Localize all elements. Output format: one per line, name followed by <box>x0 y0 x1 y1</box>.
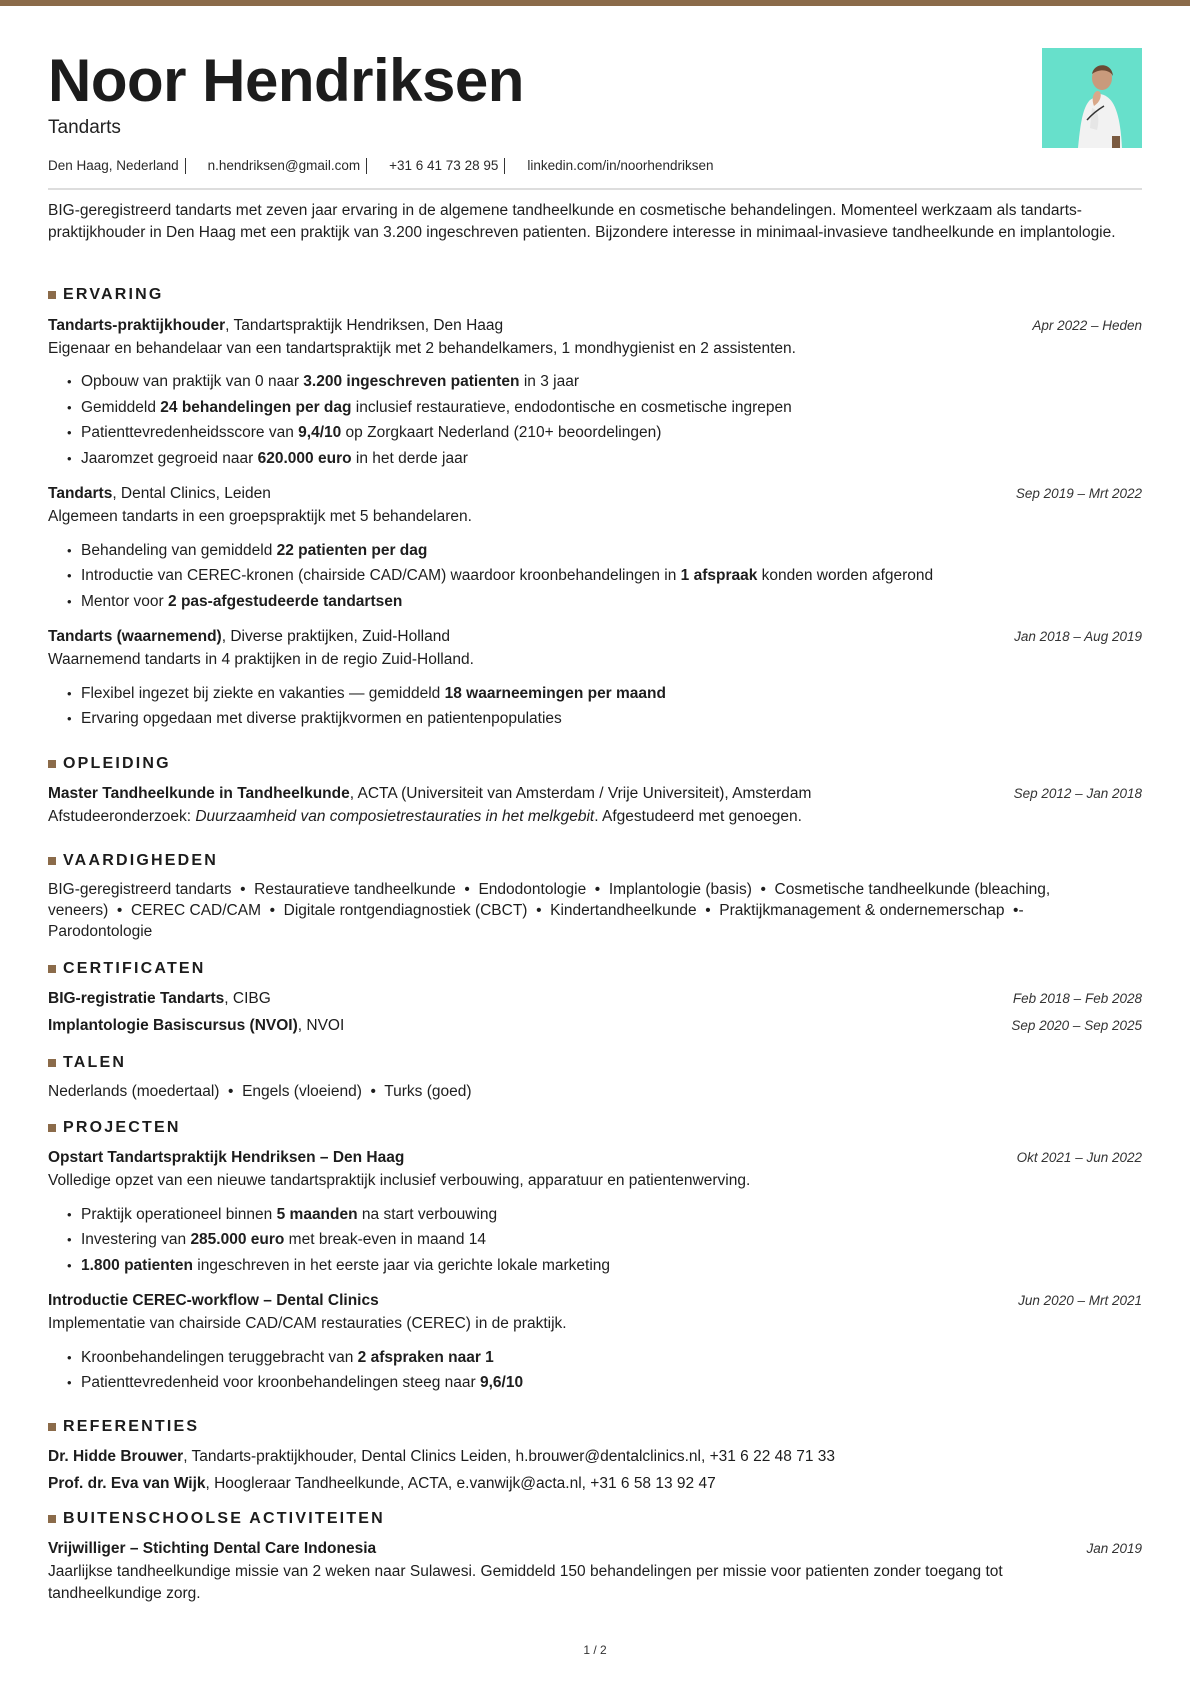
section-title-projects <box>48 1119 181 1137</box>
list-item: • Behandeling van gemiddeld 22 patienten per dag <box>81 541 427 561</box>
reference-details: , Hoogleraar Tandheelkunde, ACTA, e.vanwijk@acta.nl, +31 6 58 13 92 47 <box>205 1475 716 1492</box>
certificate-entry-1 <box>48 989 1142 1009</box>
certificate-issuer: , NVOI <box>297 1017 345 1034</box>
section-title-education <box>48 755 171 773</box>
section-title-certificates <box>48 960 206 978</box>
job-role: Tandarts (waarnemend) <box>48 628 222 645</box>
job-org: , Dental Clinics, Leiden <box>112 485 271 502</box>
divider <box>504 158 505 174</box>
certificate-name: Implantologie Basiscursus (NVOI) <box>48 1017 298 1034</box>
list-item: • Investering van 285.000 euro met break-even in maand 14 <box>81 1230 486 1250</box>
section-marker-icon <box>48 965 56 973</box>
section-label: REFERENTIES <box>63 1418 200 1435</box>
education-date: Sep 2012 – Jan 2018 <box>1013 786 1142 801</box>
section-label: BUITENSCHOOLSE ACTIVITEITEN <box>63 1510 385 1527</box>
activity-description-line-1: Jaarlijkse tandheelkundige missie van 2 weken naar Sulawesi. Gemiddeld 150 behandelingen per missie voor patienten zonder toegang tot <box>48 1563 1003 1580</box>
project-entry-1-header <box>48 1148 1142 1168</box>
skills-line-1: BIG-geregistreerd tandarts • Restauratieve tandheelkunde • Endodontologie • Implantologie (basis) • Cosmetische tandheelkunde (bleaching, <box>48 881 1051 898</box>
thesis-line: Afstudeeronderzoek: Duurzaamheid van composietrestauraties in het melkgebit. Afgestudeerd met genoegen. <box>48 808 802 825</box>
divider <box>366 158 367 174</box>
project-date: Okt 2021 – Jun 2022 <box>1016 1150 1142 1165</box>
contact-line <box>48 157 713 175</box>
portrait-icon <box>1042 48 1142 148</box>
languages-line: Nederlands (moedertaal) • Engels (vloeiend) • Turks (goed) <box>48 1083 472 1100</box>
reference-name: Prof. dr. Eva van Wijk <box>48 1475 206 1492</box>
project-description: Volledige opzet van een nieuwe tandartspraktijk inclusief verbouwing, apparatuur en patientenwerving. <box>48 1172 751 1189</box>
experience-entry-2-header <box>48 484 1142 504</box>
reference-details: , Tandarts-praktijkhouder, Dental Clinics Leiden, h.brouwer@dentalclinics.nl, +31 6 22 48 71 33 <box>183 1448 835 1465</box>
header <box>48 0 1142 190</box>
section-marker-icon <box>48 291 56 299</box>
section-label: CERTIFICATEN <box>63 960 206 977</box>
project-title: Introductie CEREC-workflow – Dental Clinics <box>48 1292 379 1309</box>
header-divider <box>48 188 1142 190</box>
section-marker-icon <box>48 1059 56 1067</box>
job-date: Sep 2019 – Mrt 2022 <box>1015 486 1142 501</box>
project-title: Opstart Tandartspraktijk Hendriksen – Den Haag <box>48 1149 405 1166</box>
list-item: • Patienttevredenheid voor kroonbehandelingen steeg naar 9,6/10 <box>81 1373 523 1393</box>
extracurricular-entry-header <box>48 1539 1142 1559</box>
list-item: • Jaaromzet gegroeid naar 620.000 euro in het derde jaar <box>81 449 468 469</box>
experience-entry-1-header <box>48 316 1142 336</box>
certificate-date: Sep 2020 – Sep 2025 <box>1011 1018 1142 1033</box>
section-label: VAARDIGHEDEN <box>63 852 219 869</box>
skills-line-3: Parodontologie <box>48 923 153 940</box>
school: , ACTA (Universiteit van Amsterdam / Vrije Universiteit), Amsterdam <box>349 785 812 802</box>
education-entry-header <box>48 784 1142 804</box>
activity-date: Jan 2019 <box>1086 1541 1142 1556</box>
section-label: ERVARING <box>63 286 164 303</box>
list-item: • 1.800 patienten ingeschreven in het eerste jaar via gerichte lokale marketing <box>81 1256 610 1276</box>
job-date: Jan 2018 – Aug 2019 <box>1014 629 1142 644</box>
project-date: Jun 2020 – Mrt 2021 <box>1018 1293 1142 1308</box>
contact-linkedin[interactable]: linkedin.com/in/noorhendriksen <box>527 158 714 173</box>
job-role: Tandarts <box>48 485 113 502</box>
list-item: • Gemiddeld 24 behandelingen per dag inclusief restauratieve, endodontische en cosmetische ingrepen <box>81 398 792 418</box>
list-item: • Ervaring opgedaan met diverse praktijkvormen en patientenpopulaties <box>81 709 562 729</box>
job-date: Apr 2022 – Heden <box>1032 318 1142 333</box>
job-role: Tandarts-praktijkhouder <box>48 317 226 334</box>
profile-summary: BIG-geregistreerd tandarts met zeven jaar ervaring in de algemene tandheelkunde en cosmetische behandelingen. Momenteel werkzaam als tandarts-praktijkhouder in Den Haag met een praktijk van 3.200 ingeschreven patienten. Bijzondere interesse in minimaal-invasieve tandheelkunde en implantologie. <box>48 202 1116 241</box>
job-description: Eigenaar en behandelaar van een tandartspraktijk met 2 behandelkamers, 1 mondhygienist en 2 assistenten. <box>48 340 796 357</box>
thesis-title: Duurzaamheid van composietrestauraties in het melkgebit <box>195 808 595 825</box>
section-marker-icon <box>48 1423 56 1431</box>
section-marker-icon <box>48 857 56 865</box>
activity-description-line-2: tandheelkundige zorg. <box>48 1585 201 1602</box>
list-item: • Mentor voor 2 pas-afgestudeerde tandartsen <box>81 592 402 612</box>
list-item: • Flexibel ingezet bij ziekte en vakanties — gemiddeld 18 waarneemingen per maand <box>81 684 666 704</box>
candidate-name: Noor Hendriksen <box>48 47 524 114</box>
experience-entry-3-header <box>48 627 1142 647</box>
list-item: • Kroonbehandelingen teruggebracht van 2 afspraken naar 1 <box>81 1348 494 1368</box>
section-marker-icon <box>48 760 56 768</box>
contact-location: Den Haag, Nederland <box>48 158 179 173</box>
section-title-extracurricular <box>48 1510 385 1528</box>
certificate-name: BIG-registratie Tandarts <box>48 990 225 1007</box>
project-entry-2-header <box>48 1291 1142 1311</box>
page-number: 1 / 2 <box>583 1643 607 1657</box>
contact-phone[interactable]: +31 6 41 73 28 95 <box>389 158 499 173</box>
section-label: TALEN <box>63 1054 127 1071</box>
section-title-skills <box>48 852 218 870</box>
list-item: • Introductie van CEREC-kronen (chairside CAD/CAM) waardoor kroonbehandelingen in 1 afspraak konden worden afgerond <box>81 566 933 586</box>
section-label: OPLEIDING <box>63 755 171 772</box>
job-org: , Tandartspraktijk Hendriksen, Den Haag <box>225 317 504 334</box>
resume-page <box>48 0 1142 1657</box>
list-item: • Patienttevredenheidsscore van 9,4/10 op Zorgkaart Nederland (210+ beoordelingen) <box>81 423 661 443</box>
activity-title: Vrijwilliger – Stichting Dental Care Indonesia <box>48 1540 377 1557</box>
job-org: , Diverse praktijken, Zuid-Holland <box>221 628 450 645</box>
section-marker-icon <box>48 1124 56 1132</box>
job-title: Tandarts <box>48 117 121 138</box>
profile-photo <box>1042 48 1142 148</box>
reference-entry-1 <box>48 1447 1142 1467</box>
project-description: Implementatie van chairside CAD/CAM restauraties (CEREC) in de praktijk. <box>48 1315 567 1332</box>
certificate-date: Feb 2018 – Feb 2028 <box>1012 991 1142 1006</box>
skills-line-2: veneers) • CEREC CAD/CAM • Digitale rontgendiagnostiek (CBCT) • Kindertandheelkunde • Praktijkmanagement & ondernemerschap •- <box>48 902 1024 919</box>
reference-entry-2 <box>48 1474 1142 1494</box>
section-title-references <box>48 1418 199 1436</box>
section-title-experience <box>48 286 164 304</box>
divider <box>185 158 186 174</box>
certificate-issuer: , CIBG <box>224 990 271 1007</box>
job-description: Algemeen tandarts in een groepspraktijk met 5 behandelaren. <box>48 508 472 525</box>
list-item: • Opbouw van praktijk van 0 naar 3.200 ingeschreven patienten in 3 jaar <box>81 372 579 392</box>
section-label: PROJECTEN <box>63 1119 181 1136</box>
contact-email[interactable]: n.hendriksen@gmail.com <box>207 158 361 173</box>
section-marker-icon <box>48 1515 56 1523</box>
list-item: • Praktijk operationeel binnen 5 maanden na start verbouwing <box>81 1205 497 1225</box>
degree: Master Tandheelkunde in Tandheelkunde <box>48 785 350 802</box>
job-description: Waarnemend tandarts in 4 praktijken in de regio Zuid-Holland. <box>48 651 474 668</box>
certificate-entry-2 <box>48 1016 1142 1036</box>
reference-name: Dr. Hidde Brouwer <box>48 1448 184 1465</box>
section-title-languages <box>48 1054 126 1072</box>
